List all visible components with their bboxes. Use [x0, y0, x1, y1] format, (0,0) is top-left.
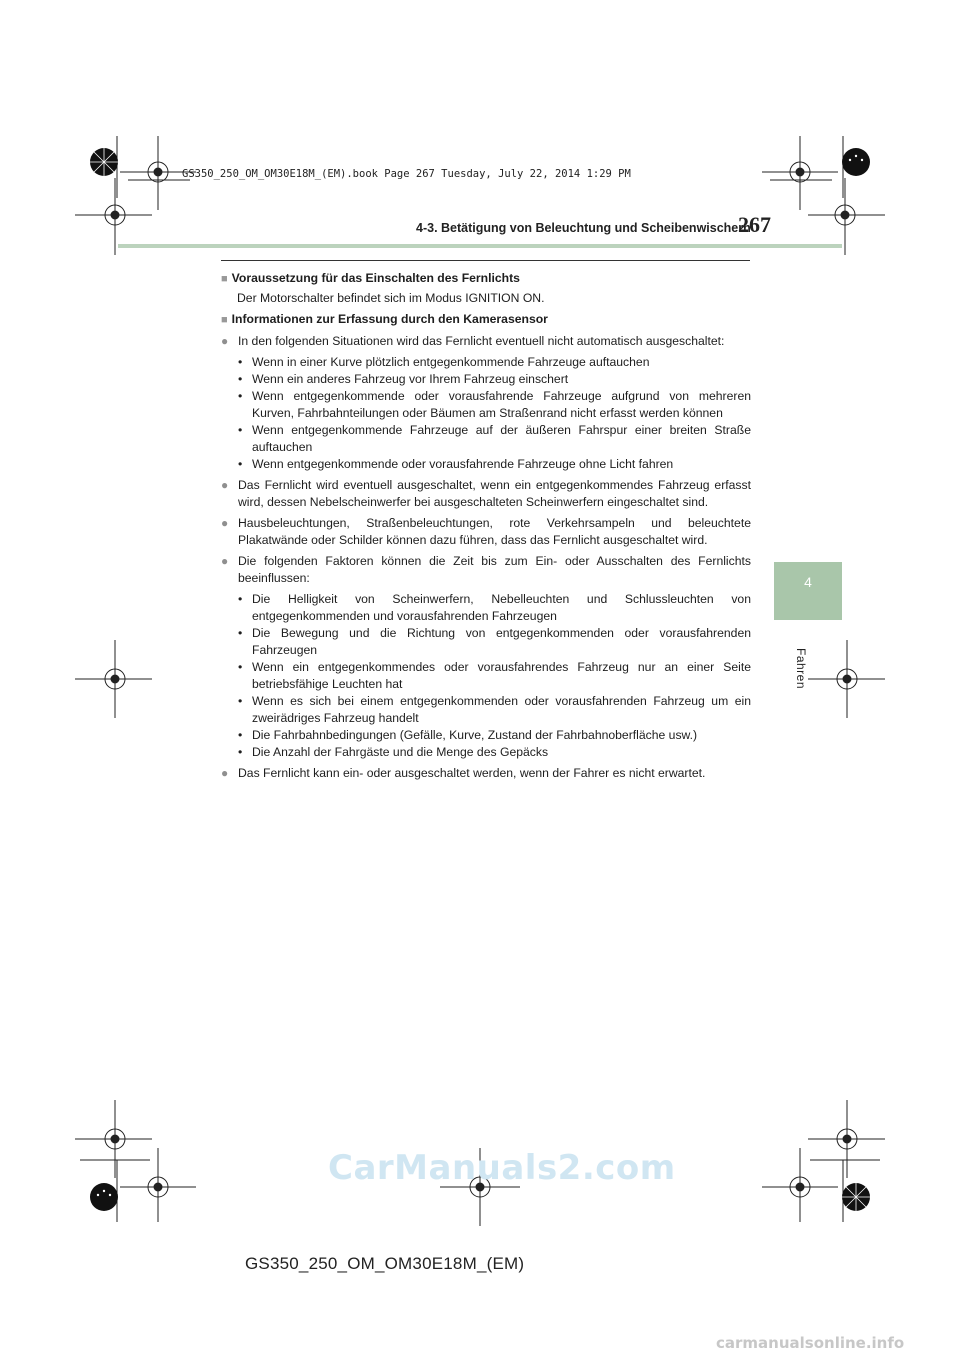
page-number: 267: [738, 212, 771, 237]
header-rule: [118, 244, 842, 248]
sub-item-text: Die Bewegung und die Richtung von entgegenkommenden oder vorausfahrenden Fahrzeugen: [252, 626, 751, 657]
sub-item: [238, 744, 751, 761]
square-bullet-icon: ■: [221, 273, 228, 285]
sub-list: [238, 591, 751, 761]
book-file-stamp: GS350_250_OM_OM30E18M_(EM).book Page 267 Tuesday, July 22, 2014 1:29 PM: [182, 168, 631, 180]
dot-marker-icon: •: [238, 355, 243, 369]
sub-item-text: Wenn in einer Kurve plötzlich entgegenkommende Fahrzeuge auftauchen: [252, 355, 650, 369]
dot-marker-icon: •: [238, 745, 243, 759]
section-heading: [221, 311, 751, 329]
dot-marker-icon: •: [238, 423, 243, 437]
dot-marker-icon: •: [238, 626, 243, 640]
section-heading-text: Voraussetzung für das Einschalten des Fernlichts: [231, 271, 520, 285]
sub-item-text: Wenn entgegenkommende oder vorausfahrende Fahrzeuge aufgrund von mehreren Kurven, Fahrbahnteilungen oder Bäumen am Straßenrand nicht erfasst werden können: [252, 389, 751, 420]
sub-item-text: Wenn entgegenkommende Fahrzeuge auf der äußeren Fahrspur einer breiten Straße auftauchen: [252, 423, 751, 454]
bullet-text: Hausbeleuchtungen, Straßenbeleuchtungen, rote Verkehrsampeln und beleuchtete Plakatwände oder Schilder können dazu führen, dass das Fernlicht ausgeschaltet wird.: [238, 516, 751, 547]
sub-item: [238, 727, 751, 744]
dot-marker-icon: •: [238, 694, 243, 708]
footer-document-code: GS350_250_OM_OM30E18M_(EM): [245, 1254, 525, 1273]
sub-list: [238, 354, 751, 473]
bullet-item: [221, 765, 751, 782]
chapter-number: 4: [804, 574, 812, 590]
sub-item-text: Wenn ein entgegenkommendes oder vorausfahrendes Fahrzeug nur an einer Seite betriebsfähige Leuchten hat: [252, 660, 751, 691]
bullet-item: [221, 515, 751, 549]
sub-item-text: Wenn ein anderes Fahrzeug vor Ihrem Fahrzeug einschert: [252, 372, 569, 386]
chapter-label-text: Fahren: [794, 648, 808, 690]
sub-item-text: Die Fahrbahnbedingungen (Gefälle, Kurve, Zustand der Fahrbahnoberfläche usw.): [252, 728, 698, 742]
round-bullet-icon: ●: [221, 478, 229, 492]
round-bullet-icon: ●: [221, 766, 229, 780]
bullet-text: Die folgenden Faktoren können die Zeit bis zum Ein- oder Ausschalten des Fernlichts beeinflussen:: [238, 554, 751, 585]
section-heading-text: Informationen zur Erfassung durch den Kamerasensor: [231, 312, 548, 326]
running-header-title: 4-3. Betätigung von Beleuchtung und Scheibenwischern: [416, 221, 751, 235]
round-bullet-icon: ●: [221, 554, 229, 568]
round-bullet-icon: ●: [221, 334, 229, 348]
bullet-text: Das Fernlicht kann ein- oder ausgeschaltet werden, wenn der Fahrer es nicht erwartet.: [238, 766, 706, 780]
bullet-text: Das Fernlicht wird eventuell ausgeschaltet, wenn ein entgegenkommendes Fahrzeug erfasst wird, dessen Nebelscheinwerfer bei ausgeschalteten Scheinwerfern eingeschaltet sind.: [238, 478, 751, 509]
round-bullet-icon: ●: [221, 516, 229, 530]
sub-item-text: Wenn es sich bei einem entgegenkommenden oder vorausfahrenden Fahrzeug um ein zweirädriges Fahrzeug handelt: [252, 694, 751, 725]
bullet-item: [221, 333, 751, 350]
section-text: Der Motorschalter befindet sich im Modus IGNITION ON.: [237, 291, 545, 305]
sub-item: [238, 625, 751, 659]
bullet-item: [221, 553, 751, 587]
sub-item: [238, 371, 751, 388]
sub-item: [238, 354, 751, 371]
sub-item-text: Die Anzahl der Fahrgäste und die Menge des Gepäcks: [252, 745, 549, 759]
sub-item-text: Die Helligkeit von Scheinwerfern, Nebelleuchten und Schlussleuchten von entgegenkommenden und vorausfahrenden Fahrzeugen: [252, 592, 751, 623]
dot-marker-icon: •: [238, 389, 243, 403]
dot-marker-icon: •: [238, 457, 243, 471]
dot-marker-icon: •: [238, 372, 243, 386]
content-top-rule: [221, 260, 750, 261]
chapter-tab[interactable]: [774, 562, 842, 620]
square-bullet-icon: ■: [221, 314, 228, 326]
page-content: [221, 270, 751, 786]
sub-item: [238, 456, 751, 473]
section-heading: [221, 270, 751, 288]
sub-item: [238, 591, 751, 625]
watermark-carmanuals2[interactable]: CarManuals2.com: [328, 1148, 676, 1188]
watermark-carmanualsonline[interactable]: carmanualsonline.info: [716, 1334, 905, 1352]
sub-item: [238, 693, 751, 727]
bullet-item: [221, 477, 751, 511]
bullet-text: In den folgenden Situationen wird das Fernlicht eventuell nicht automatisch ausgeschaltet:: [238, 334, 725, 348]
sub-item: [238, 388, 751, 422]
dot-marker-icon: •: [238, 660, 243, 674]
dot-marker-icon: •: [238, 728, 243, 742]
dot-marker-icon: •: [238, 592, 243, 606]
sub-item: [238, 422, 751, 456]
sub-item: [238, 659, 751, 693]
sub-item-text: Wenn entgegenkommende oder vorausfahrende Fahrzeuge ohne Licht fahren: [252, 457, 674, 471]
